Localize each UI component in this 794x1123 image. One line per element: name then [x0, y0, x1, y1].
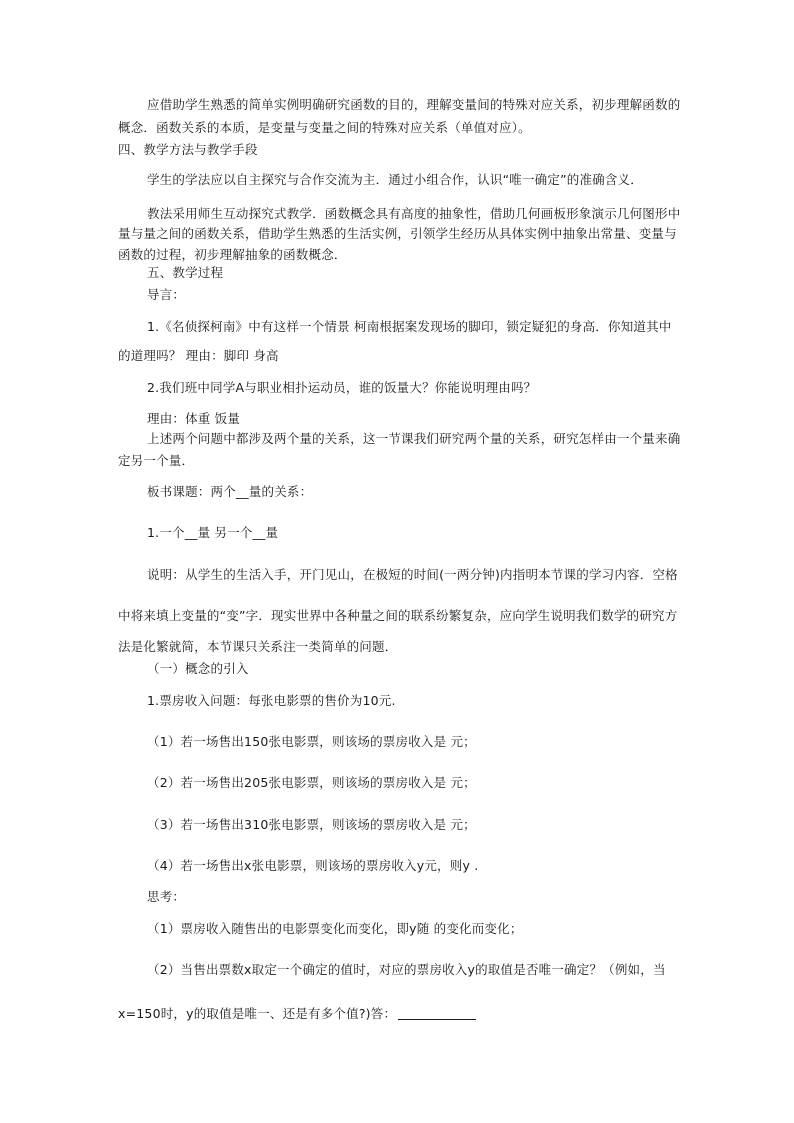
question-text: x=150时，y的取值是唯一、还是有多个值?)答： [118, 1006, 397, 1021]
paragraph-line: 理由：体重 饭量 [147, 411, 241, 426]
paragraph-line: （4）若一场售出x张电影票，则该场的票房收入y元，则y . [147, 858, 479, 873]
paragraph-line: （1）若一场售出150张电影票，则该场的票房收入是 元； [147, 734, 476, 749]
paragraph-line: 教法采用师生互动探究式教学．函数概念具有高度的抽象性，借助几何画板形象演示几何图形中 [147, 206, 681, 221]
section-heading: 五、教学过程 [147, 265, 224, 280]
paragraph-line: 2.我们班中同学A与职业相扑运动员，谁的饭量大？你能说明理由吗？ [147, 380, 537, 395]
paragraph-line: 1.一个__量 另一个__量 [147, 525, 279, 540]
paragraph-line: 学生的学法应以自主探究与合作交流为主．通过小组合作，认识“唯一确定”的准确含义． [147, 172, 643, 187]
section-heading: （一）概念的引入 [147, 661, 249, 676]
paragraph-line: 的道理吗？ 理由：脚印 身高 [118, 348, 279, 363]
paragraph-line: 中将来填上变量的“变”字．现实世界中各种量之间的联系纷繁复杂，应向学生说明我们数学的研究方 [118, 608, 678, 623]
paragraph-line: 说明：从学生的生活入手，开门见山，在极短的时间(一两分钟)内指明本节课的学习内容．空格 [147, 567, 678, 582]
paragraph-line: 导言： [147, 287, 186, 302]
paragraph-line: 上述两个问题中都涉及两个量的关系，这一节课我们研究两个量的关系，研究怎样由一个量来确 [147, 431, 681, 446]
answer-line [118, 1006, 476, 1022]
paragraph-line: 定另一个量． [118, 453, 195, 468]
paragraph-line: 函数的过程，初步理解抽象的函数概念． [118, 247, 347, 262]
paragraph-line: （1）票房收入随售出的电影票变化而变化，即y随 的变化而变化； [147, 921, 523, 936]
paragraph-line: 思考： [147, 889, 186, 904]
paragraph-line: （2）当售出票数x取定一个确定的值时，对应的票房收入y的取值是否唯一确定？（例如，当 [147, 962, 666, 977]
paragraph-line: 概念．函数关系的本质，是变量与变量之间的特殊对应关系（单值对应）。 [118, 120, 531, 135]
paragraph-line: 板书课题：两个__量的关系： [147, 484, 313, 499]
paragraph-line: 法是化繁就简，本节课只关系注一类简单的问题． [118, 639, 398, 654]
paragraph-line: 量与量之间的函数关系，借助学生熟悉的生活实例，引领学生经历从具体实例中抽象出常量、变量与 [118, 226, 677, 241]
paragraph-line: 应借助学生熟悉的简单实例明确研究函数的目的，理解变量间的特殊对应关系，初步理解函数的 [147, 97, 681, 112]
answer-blank[interactable] [398, 1007, 476, 1020]
section-heading: 四、教学方法与教学手段 [118, 142, 258, 157]
paragraph-line: （2）若一场售出205张电影票，则该场的票房收入是 元； [147, 775, 476, 790]
paragraph-line: （3）若一场售出310张电影票，则该场的票房收入是 元； [147, 817, 476, 832]
paragraph-line: 1.票房收入问题：每张电影票的售价为10元. [147, 693, 396, 708]
paragraph-line: 1.《名侦探柯南》中有这样一个情景 柯南根据案发现场的脚印，锁定疑犯的身高．你知道其中 [147, 319, 672, 334]
